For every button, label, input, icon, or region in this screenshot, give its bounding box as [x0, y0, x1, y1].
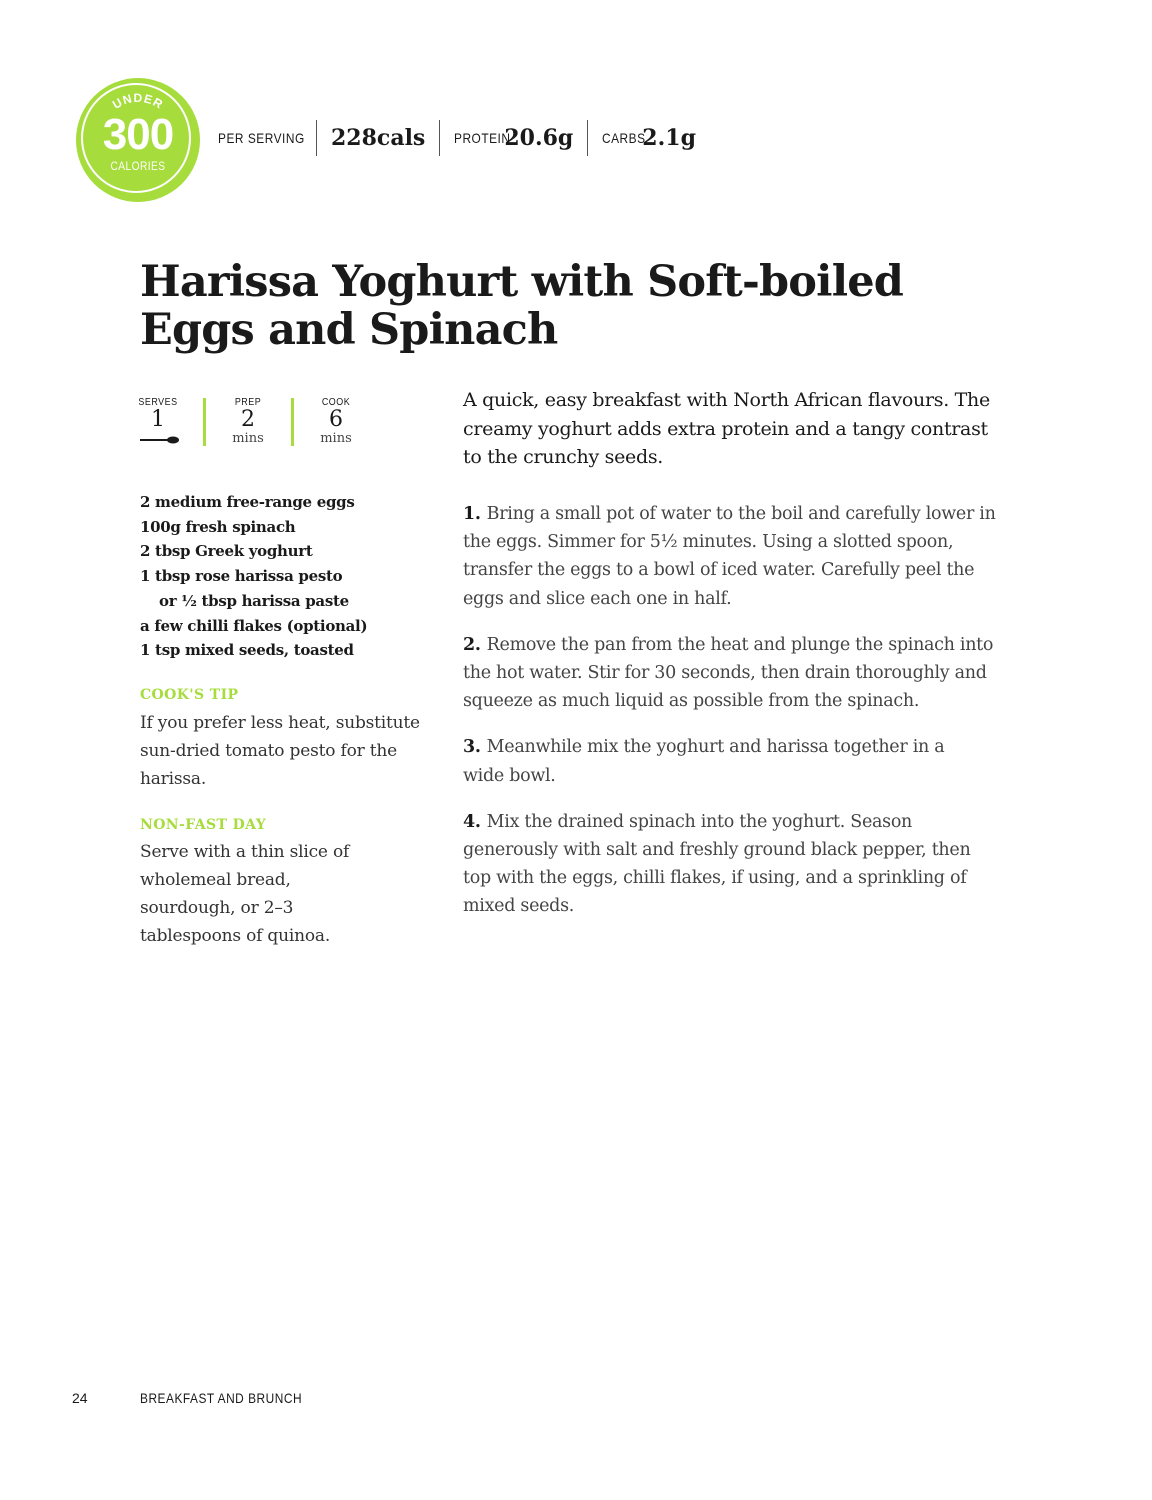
ingredient-item: 100g fresh spinach — [140, 517, 296, 536]
cooks-tip-heading: COOK'S TIP — [140, 687, 239, 703]
badge-top-text: UNDER — [110, 90, 166, 112]
method-steps — [463, 500, 1003, 939]
ingredients-list — [140, 490, 440, 663]
non-fast-day-heading: NON-FAST DAY — [140, 817, 267, 833]
ingredient-item: 2 tbsp Greek yoghurt — [140, 542, 313, 561]
carbs-label: CARBS — [602, 130, 646, 146]
per-serving-label: PER SERVING — [218, 130, 305, 146]
method-step — [463, 733, 963, 789]
badge-number: 300 — [102, 110, 174, 159]
cook-unit: mins — [320, 431, 352, 446]
ingredient-item: a few chilli flakes (optional) — [140, 616, 368, 635]
cook-value: 6 — [329, 407, 343, 432]
step-text: Remove the pan from the heat and plunge the spinach into the hot water. Stir for 30 seconds, then drain thoroughly and squeeze as much liquid as possible from the spinach. — [463, 634, 994, 712]
cook-label: COOK — [321, 396, 351, 408]
stat-divider — [203, 398, 206, 446]
cook-stat — [306, 396, 366, 446]
step-number: 4. — [463, 811, 481, 832]
prep-stat — [218, 396, 278, 446]
divider — [439, 120, 440, 156]
recipe-intro: A quick, easy breakfast with North African flavours. The creamy yoghurt adds extra protein and a tangy contrast to the crunchy seeds. — [463, 389, 990, 468]
badge-bottom-text: CALORIES — [110, 159, 166, 173]
carbs-value: 2.1g — [642, 125, 696, 151]
ingredient-item: 1 tbsp rose harissa pesto — [140, 567, 343, 586]
calories-value: 228cals — [331, 125, 426, 151]
non-fast-day-text: Serve with a thin slice of wholemeal bread, sourdough, or 2–3 tablespoons of quinoa. — [140, 842, 350, 946]
step-text: Mix the drained spinach into the yoghurt. Season generously with salt and freshly ground black pepper, then top with the eggs, chilli flakes, if using, and a sprinkling of mixed seeds. — [463, 811, 971, 917]
ingredient-item: or ½ tbsp harissa paste — [159, 591, 349, 610]
recipe-title: Harissa Yoghurt with Soft-boiled Eggs and Spinach — [140, 257, 904, 355]
protein-value: 20.6g — [504, 125, 574, 151]
prep-value: 2 — [241, 407, 255, 432]
prep-unit: mins — [232, 431, 264, 446]
nutrition-bar — [218, 118, 696, 158]
divider — [587, 120, 588, 156]
step-text: Bring a small pot of water to the boil and carefully lower in the eggs. Simmer for 5½ minutes. Using a slotted spoon, transfer the eggs to a bowl of iced water. Carefully peel the eggs and slice each one in half. — [463, 504, 996, 609]
step-number: 2. — [463, 634, 481, 655]
serves-stat — [128, 396, 188, 432]
protein-label: PROTEIN — [454, 130, 511, 146]
step-number: 3. — [463, 737, 481, 758]
calorie-badge — [76, 78, 200, 202]
serves-label: SERVES — [138, 396, 178, 408]
stat-divider — [291, 398, 294, 446]
method-step — [463, 500, 1003, 613]
section-title: BREAKFAST AND BRUNCH — [140, 1390, 303, 1406]
prep-label: PREP — [234, 396, 262, 408]
method-step — [463, 808, 1003, 921]
spoon-icon — [140, 436, 180, 444]
page-number: 24 — [72, 1390, 88, 1406]
step-number: 1. — [463, 504, 481, 524]
serves-value: 1 — [151, 407, 165, 432]
step-text: Meanwhile mix the yoghurt and harissa together in a wide bowl. — [463, 737, 945, 786]
divider — [316, 120, 317, 156]
method-step — [463, 631, 1003, 716]
cooks-tip-text: If you prefer less heat, substitute sun-dried tomato pesto for the harissa. — [140, 713, 420, 789]
ingredient-item: 2 medium free-range eggs — [140, 493, 355, 511]
ingredient-item: 1 tsp mixed seeds, toasted — [140, 641, 354, 660]
